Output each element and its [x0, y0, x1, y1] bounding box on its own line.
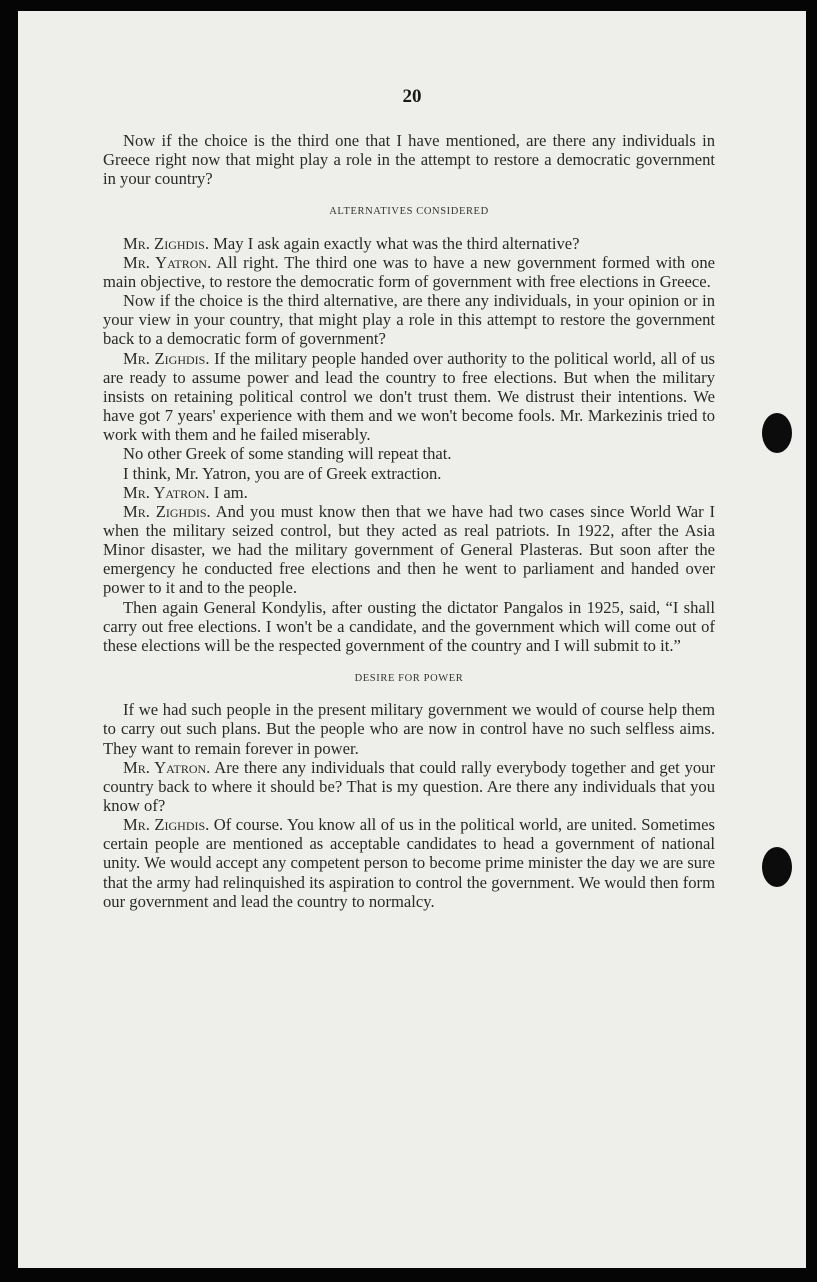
paragraph-text: Then again General Kondylis, after ousting the dictator Pangalos in 1925, said, “I shall carry out free elections. I won't be a candidate, and the government which will come out of these elections will be the respected government of the country and I will submit to it.” [103, 597, 715, 655]
paragraph-text: Are there any individuals that could rally everybody together and get your country back to where it should be? That is my question. Are there any individuals that you know of? [103, 757, 716, 815]
paragraph-text: Now if the choice is the third alternative, are there any individuals, in your opinion or in your view in your country, that might play a role in this attempt to restore the government back to a democratic form of government? [103, 291, 715, 349]
document-body [103, 131, 715, 911]
paragraph [103, 253, 715, 291]
paragraph [103, 234, 715, 253]
speaker-name: Mr. Zighdis. [123, 815, 210, 835]
speaker-name: Mr. Zighdis. [123, 233, 210, 253]
paragraph [103, 483, 715, 502]
paragraph [103, 758, 715, 815]
punch-hole [762, 413, 792, 453]
paragraph-text: If the military people handed over authority to the political world, all of us are ready to assume power and lead the country to free elections. But when the military insists on retaining political control we don't trust them. We distrust their intentions. We have got 7 years' experience with them and we won't become fools. Mr. Markezinis tried to work with them and he failed miserably. [103, 348, 715, 445]
speaker-name: Mr. Yatron. [123, 482, 210, 502]
paragraph-text: If we had such people in the present military government we would of course help them to carry out such plans. But the people who are now in control have no such selfless aims. They want to remain forever in power. [103, 700, 715, 758]
paragraph [103, 444, 715, 463]
paragraph-text: And you must know then that we have had two cases since World War I when the military seized control, but they acted as real patriots. In 1922, after the Asia Minor disaster, we had the military government of General Plasteras. But soon after the emergency he conducted free elections and then he went to parliament and handed over power to it and to the people. [103, 501, 715, 598]
section-heading: DESIRE FOR POWER [354, 673, 464, 685]
paragraph-text: May I ask again exactly what was the third alternative? [213, 233, 580, 253]
page-number: 20 [402, 86, 422, 107]
paragraph [103, 700, 715, 757]
document-page [18, 11, 806, 1268]
punch-hole [762, 847, 792, 887]
paragraph [103, 464, 715, 483]
paragraph [103, 815, 715, 911]
paragraph-text: All right. The third one was to have a new government formed with one main objective, to restore the democratic form of government with free elections in Greece. [103, 252, 715, 291]
paragraph [103, 349, 715, 445]
paragraph [103, 291, 715, 348]
section-heading: ALTERNATIVES CONSIDERED [329, 206, 489, 218]
speaker-name: Mr. Zighdis. [123, 348, 210, 368]
paragraph-text: I think, Mr. Yatron, you are of Greek extraction. [123, 463, 442, 483]
paragraph [103, 502, 715, 598]
paragraph-text: I am. [213, 482, 248, 502]
paragraph-text: Now if the choice is the third one that I have mentioned, are there any individuals in Greece right now that might play a role in the attempt to restore a democratic government in your country? [103, 131, 715, 189]
speaker-name: Mr. Yatron. [123, 757, 211, 777]
paragraph [103, 598, 715, 655]
paragraph [103, 131, 715, 188]
paragraph-text: No other Greek of some standing will repeat that. [123, 444, 452, 464]
paragraph-text: Of course. You know all of us in the political world, are united. Sometimes certain people are mentioned as acceptable candidates to head a government of national unity. We would accept any competent person to become prime minister the day we are sure that the army had relinquished its aspiration to control the government. We would then form our government and lead the country to normalcy. [103, 815, 715, 911]
speaker-name: Mr. Yatron. [123, 252, 212, 272]
speaker-name: Mr. Zighdis. [123, 501, 211, 521]
